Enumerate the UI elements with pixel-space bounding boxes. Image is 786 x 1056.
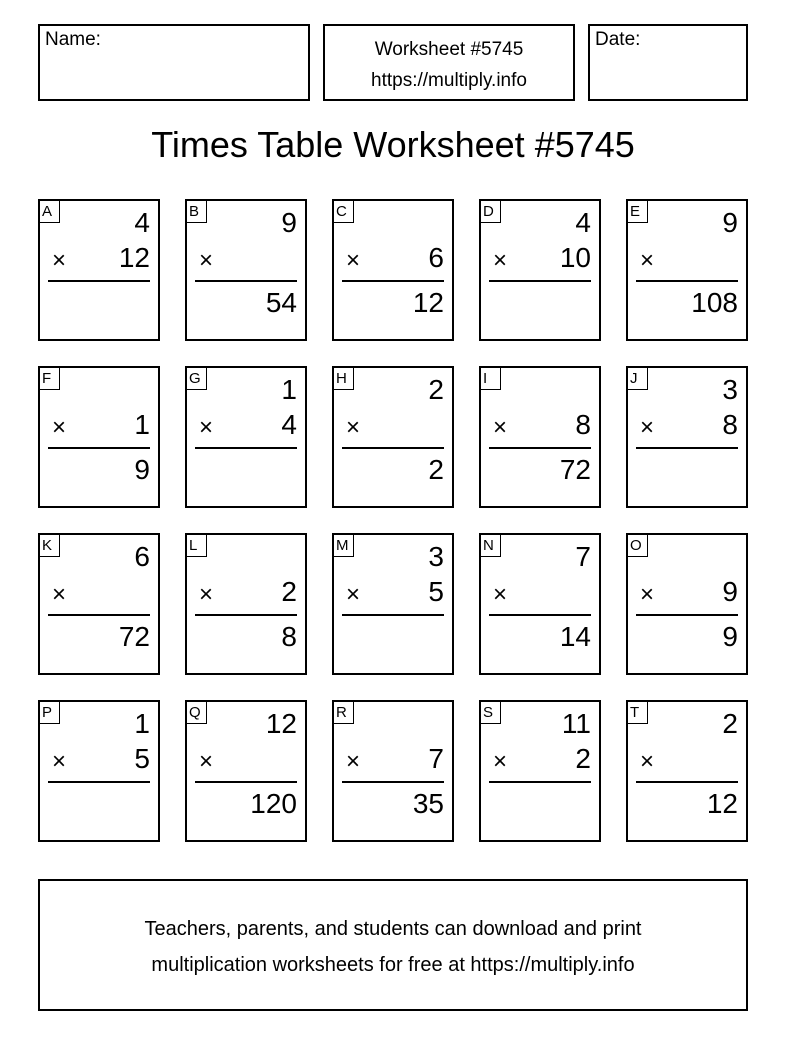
answer-rule (489, 447, 591, 449)
problem-top-number: 9 (722, 207, 738, 238)
problem-box (626, 700, 748, 842)
footer-line-1: Teachers, parents, and students can download and print (144, 918, 642, 940)
problem-box (185, 700, 307, 842)
problem-top-number: 1 (281, 374, 297, 405)
problem-box (332, 700, 454, 842)
problem-box (185, 533, 307, 675)
answer-rule (342, 781, 444, 783)
worksheet-url: https://multiply.info (371, 70, 527, 91)
problem-box (479, 366, 601, 508)
times-sign: × (52, 247, 67, 274)
answer-rule (195, 280, 297, 282)
answer-rule (342, 280, 444, 282)
problem-answer[interactable]: 54 (265, 287, 297, 318)
answer-rule (195, 781, 297, 783)
problem-letter: M (334, 535, 354, 557)
problem-answer[interactable]: 72 (559, 454, 591, 485)
answer-rule (48, 614, 150, 616)
problem-bottom-number: 12 (118, 242, 150, 273)
problem-answer[interactable]: 72 (118, 621, 150, 652)
answer-rule (636, 781, 738, 783)
answer-rule (48, 280, 150, 282)
problem-bottom-number: 5 (428, 576, 444, 607)
problem-box (332, 533, 454, 675)
problem-bottom-number: 5 (134, 743, 150, 774)
problem-top-number: 7 (575, 541, 591, 572)
problem-box (38, 700, 160, 842)
problem-bottom-number: 7 (428, 743, 444, 774)
name-label: Name: (45, 29, 101, 50)
problem-letter: D (481, 201, 501, 223)
problem-letter: B (187, 201, 207, 223)
problem-box (626, 533, 748, 675)
problem-answer[interactable]: 108 (691, 287, 738, 318)
answer-rule (48, 447, 150, 449)
footer-line-2: multiplication worksheets for free at https://multiply.info (151, 954, 635, 976)
date-field-box[interactable] (588, 24, 748, 101)
problem-box (332, 366, 454, 508)
problem-answer[interactable]: 9 (722, 621, 738, 652)
problem-letter: K (40, 535, 60, 557)
problem-letter: R (334, 702, 354, 724)
times-sign: × (493, 748, 508, 775)
answer-rule (636, 447, 738, 449)
problem-letter: Q (187, 702, 207, 724)
times-sign: × (199, 414, 214, 441)
problem-top-number: 2 (722, 708, 738, 739)
answer-rule (342, 614, 444, 616)
problem-letter: L (187, 535, 207, 557)
problem-box (185, 366, 307, 508)
times-sign: × (346, 748, 361, 775)
problem-bottom-number: 2 (281, 576, 297, 607)
problem-top-number: 3 (428, 541, 444, 572)
times-sign: × (640, 247, 655, 274)
problem-letter: N (481, 535, 501, 557)
problem-bottom-number: 8 (722, 409, 738, 440)
times-sign: × (199, 247, 214, 274)
problem-letter: A (40, 201, 60, 223)
problem-top-number: 3 (722, 374, 738, 405)
times-sign: × (493, 414, 508, 441)
problem-top-number: 9 (281, 207, 297, 238)
problem-box (479, 700, 601, 842)
problem-answer[interactable]: 12 (412, 287, 444, 318)
times-sign: × (52, 581, 67, 608)
problem-box (38, 199, 160, 341)
times-sign: × (199, 581, 214, 608)
times-sign: × (640, 581, 655, 608)
problem-box (38, 533, 160, 675)
answer-rule (636, 614, 738, 616)
times-sign: × (640, 748, 655, 775)
problem-answer[interactable]: 14 (559, 621, 591, 652)
times-sign: × (52, 414, 67, 441)
problem-top-number: 4 (575, 207, 591, 238)
answer-rule (342, 447, 444, 449)
answer-rule (48, 781, 150, 783)
problem-letter: C (334, 201, 354, 223)
answer-rule (489, 781, 591, 783)
problem-box (626, 366, 748, 508)
problem-top-number: 12 (265, 708, 297, 739)
problem-box (332, 199, 454, 341)
problem-bottom-number: 2 (575, 743, 591, 774)
problem-answer[interactable]: 9 (134, 454, 150, 485)
problem-top-number: 2 (428, 374, 444, 405)
problem-answer[interactable]: 2 (428, 454, 444, 485)
problem-letter: F (40, 368, 60, 390)
times-sign: × (640, 414, 655, 441)
problem-top-number: 6 (134, 541, 150, 572)
name-field-box[interactable] (38, 24, 310, 101)
problem-letter: I (481, 368, 501, 390)
problem-answer[interactable]: 8 (281, 621, 297, 652)
problem-bottom-number: 1 (134, 409, 150, 440)
worksheet-id-box (323, 24, 575, 101)
problem-letter: O (628, 535, 648, 557)
problem-bottom-number: 8 (575, 409, 591, 440)
page-title: Times Table Worksheet #5745 (151, 124, 635, 165)
problem-bottom-number: 10 (559, 242, 591, 273)
answer-rule (636, 280, 738, 282)
problem-letter: T (628, 702, 648, 724)
problem-answer[interactable]: 120 (250, 788, 297, 819)
answer-rule (195, 447, 297, 449)
problem-letter: G (187, 368, 207, 390)
times-sign: × (346, 247, 361, 274)
answer-rule (489, 614, 591, 616)
times-sign: × (346, 414, 361, 441)
date-label: Date: (595, 29, 641, 50)
problem-bottom-number: 4 (281, 409, 297, 440)
worksheet-number: Worksheet #5745 (374, 39, 524, 60)
problem-top-number: 11 (561, 708, 591, 739)
problem-box (185, 199, 307, 341)
problem-answer[interactable]: 35 (412, 788, 444, 819)
times-sign: × (346, 581, 361, 608)
times-sign: × (199, 748, 214, 775)
problem-bottom-number: 9 (722, 576, 738, 607)
problem-box (626, 199, 748, 341)
problem-letter: E (628, 201, 648, 223)
problem-top-number: 1 (134, 708, 150, 739)
answer-rule (195, 614, 297, 616)
problem-box (479, 199, 601, 341)
footer-box (38, 879, 748, 1011)
answer-rule (489, 280, 591, 282)
times-sign: × (52, 748, 67, 775)
problem-box (479, 533, 601, 675)
times-sign: × (493, 581, 508, 608)
problem-bottom-number: 6 (428, 242, 444, 273)
problem-top-number: 4 (134, 207, 150, 238)
problem-box (38, 366, 160, 508)
problem-letter: J (628, 368, 648, 390)
problem-letter: H (334, 368, 354, 390)
problem-answer[interactable]: 12 (706, 788, 738, 819)
times-sign: × (493, 247, 508, 274)
problem-letter: S (481, 702, 501, 724)
problem-letter: P (40, 702, 60, 724)
